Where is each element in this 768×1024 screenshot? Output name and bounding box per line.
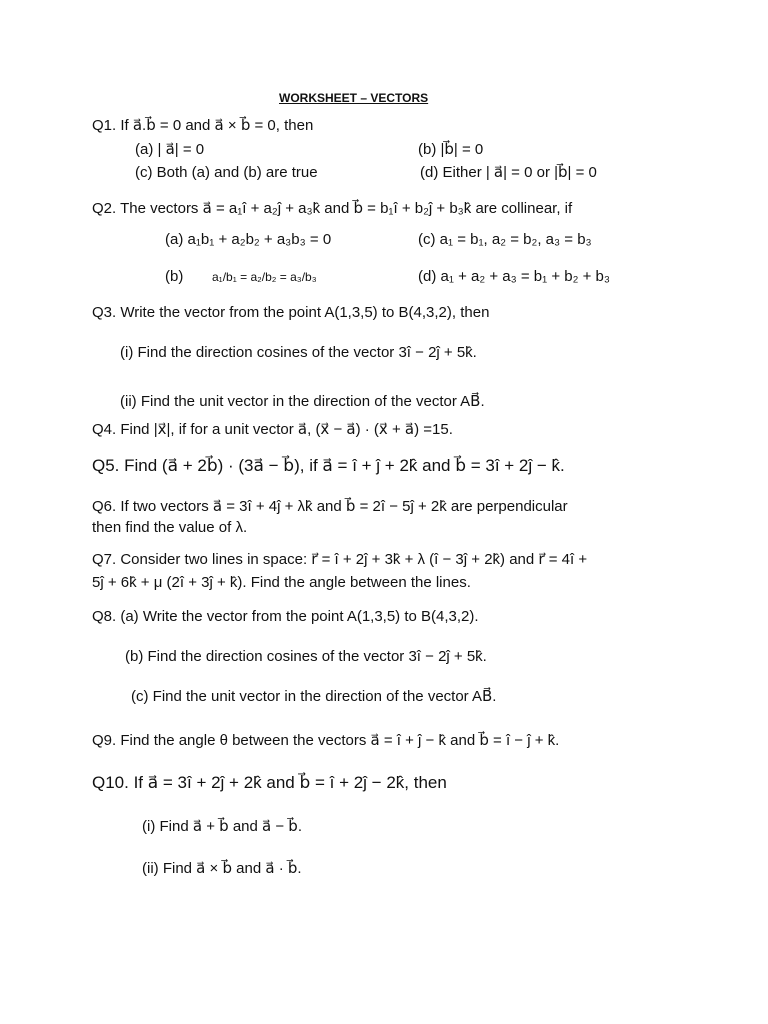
q2-option-b-expression: a₁/b₁ = a₂/b₂ = a₃/b₃	[212, 270, 317, 284]
q1-option-a: (a) | a⃗| = 0	[135, 141, 205, 158]
q8-part-a: Q8. (a) Write the vector from the point A(1,3,5) to B(4,3,2).	[92, 608, 479, 625]
q6-line-2: then find the value of λ.	[92, 519, 248, 536]
q10-stem: Q10. If a⃗ = 3î + 2ĵ + 2k̂ and b⃗ = î + 2ĵ − 2k̂, then	[92, 773, 447, 792]
q2-stem: Q2. The vectors a⃗ = a₁î + a₂ĵ + a₃k̂ and b⃗ = b₁î + b₂ĵ + b₃k̂ are collinear, if	[92, 200, 573, 217]
q8-part-b: (b) Find the direction cosines of the vector 3î − 2ĵ + 5k̂.	[125, 648, 487, 665]
q7-line-2: 5ĵ + 6k̂ + μ (2î + 3ĵ + k̂). Find the angle between the lines.	[92, 574, 471, 591]
q2-option-a: (a) a₁b₁ + a₂b₂ + a₃b₃ = 0	[165, 231, 332, 248]
q10-part-ii: (ii) Find a⃗ × b⃗ and a⃗ · b⃗.	[142, 860, 302, 877]
q8-part-c: (c) Find the unit vector in the direction of the vector AB⃗.	[131, 688, 497, 705]
q1-option-c: (c) Both (a) and (b) are true	[135, 164, 318, 181]
q4-text: Q4. Find |x⃗|, if for a unit vector a⃗, (x⃗ − a⃗) · (x⃗ + a⃗) =15.	[92, 421, 453, 438]
q3-stem: Q3. Write the vector from the point A(1,3,5) to B(4,3,2), then	[92, 304, 490, 321]
q3-part-ii: (ii) Find the unit vector in the direction of the vector AB⃗.	[120, 393, 485, 410]
q2-option-c: (c) a₁ = b₁, a₂ = b₂, a₃ = b₃	[418, 231, 592, 248]
q3-part-i: (i) Find the direction cosines of the vector 3î − 2ĵ + 5k̂.	[120, 344, 477, 361]
q7-line-1: Q7. Consider two lines in space: r⃗ = î + 2ĵ + 3k̂ + λ (î − 3ĵ + 2k̂) and r⃗ = 4î +	[92, 551, 588, 568]
q1-stem: Q1. If a⃗.b⃗ = 0 and a⃗ × b⃗ = 0, then	[92, 117, 314, 134]
q2-option-d: (d) a₁ + a₂ + a₃ = b₁ + b₂ + b₃	[418, 268, 611, 285]
q5-text: Q5. Find (a⃗ + 2b⃗) · (3a⃗ − b⃗), if a⃗ = î + ĵ + 2k̂ and b⃗ = 3î + 2ĵ − k̂.	[92, 456, 565, 475]
q1-option-d: (d) Either | a⃗| = 0 or |b⃗| = 0	[420, 164, 597, 181]
q2-option-b-label: (b)	[165, 268, 184, 285]
q10-part-i: (i) Find a⃗ + b⃗ and a⃗ − b⃗.	[142, 818, 302, 835]
q9-text: Q9. Find the angle θ between the vectors a⃗ = î + ĵ − k̂ and b⃗ = î − ĵ + k̂.	[92, 732, 560, 749]
q1-option-b: (b) |b⃗| = 0	[418, 141, 484, 158]
q6-line-1: Q6. If two vectors a⃗ = 3î + 4ĵ + λk̂ and b⃗ = 2î − 5ĵ + 2k̂ are perpendicular	[92, 498, 568, 515]
page-title: WORKSHEET – VECTORS	[279, 91, 429, 105]
